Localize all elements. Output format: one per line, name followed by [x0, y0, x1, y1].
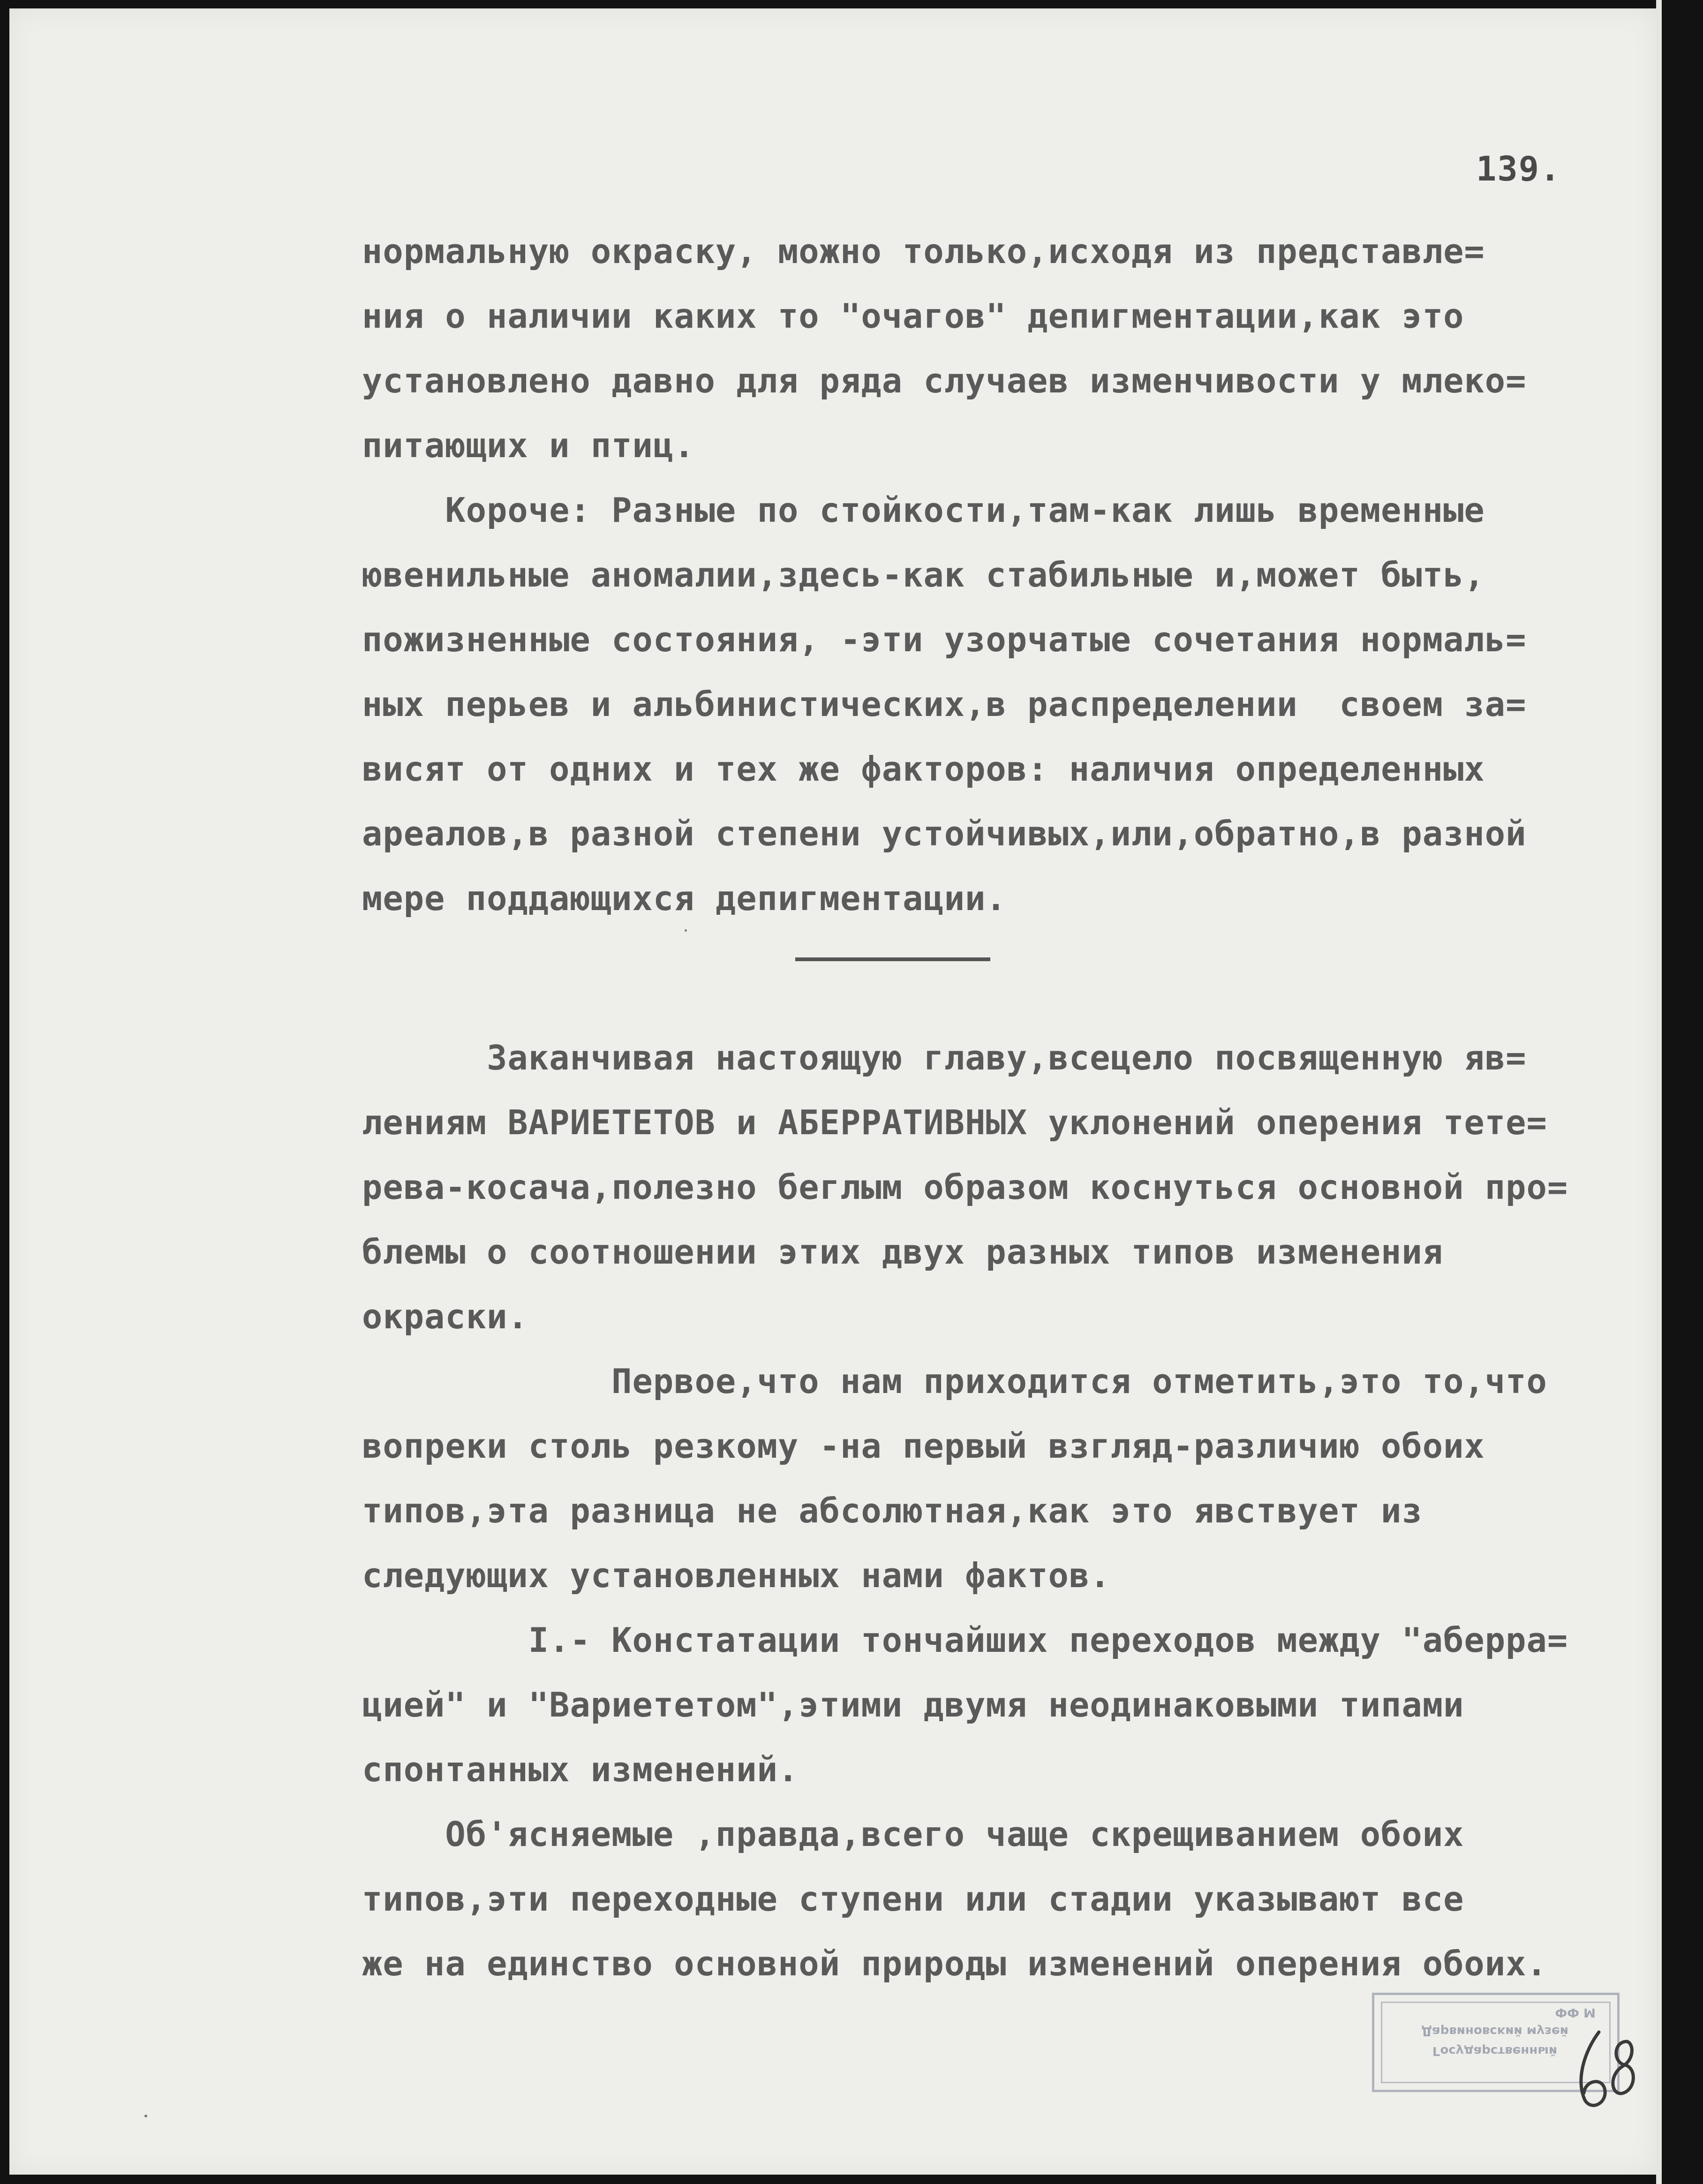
document-page [9, 8, 1656, 2175]
paper-speck [685, 929, 687, 932]
text-line: типов,эта разница не абсолютная,как это явствует из [362, 1491, 1423, 1530]
paper-edge [1656, 0, 1662, 2184]
text-line: цией" и "Вариететом",этими двумя неодинаковыми типами [362, 1685, 1464, 1725]
text-line: Об'ясняемые ,правда,всего чаще скрещиванием обоих [362, 1815, 1464, 1854]
text-line: вопреки столь резкому -на первый взгляд-различию обоих [362, 1426, 1485, 1466]
text-line: питающих и птиц. [362, 426, 695, 465]
text-line: ювенильные аномалии,здесь-как стабильные и,может быть, [362, 555, 1485, 595]
text-line: ния о наличии каких то "очагов" депигментации,как это [362, 296, 1464, 336]
text-line: рева-косача,полезно беглым образом коснуться основной про= [362, 1167, 1568, 1207]
text-line: ареалов,в разной степени устойчивых,или,обратно,в разной [362, 814, 1527, 853]
text-line: Короче: Разные по стойкости,там-как лишь временные [362, 490, 1485, 530]
text-line: блемы о соотношении этих двух разных типов изменения [362, 1232, 1444, 1272]
text-line: Заканчивая настоящую главу,всецело посвященную яв= [362, 1038, 1527, 1077]
text-line: нормальную окраску, можно только,исходя из представле= [362, 232, 1485, 271]
paper-speck [144, 2115, 147, 2117]
text-line: мере поддающихся депигментации. [362, 879, 1007, 918]
text-line: лениям ВАРИЕТЕТОВ и АБЕРРАТИВНЫХ уклонений оперения тете= [362, 1103, 1547, 1142]
text-line: установлено давно для ряда случаев изменчивости у млеко= [362, 361, 1527, 400]
text-line: ных перьев и альбинистических,в распределении своем за= [362, 685, 1527, 724]
text-line: типов,эти переходные ступени или стадии указывают все [362, 1879, 1464, 1919]
text-line: I.- Констатации тончайших переходов между "аберра= [362, 1620, 1568, 1660]
text-line: спонтанных изменений. [362, 1750, 799, 1789]
text-line: следующих установленных нами фактов. [362, 1556, 1111, 1595]
text-line: окраски. [362, 1297, 528, 1336]
section-divider [795, 957, 990, 961]
text-line: висят от одних и тех же факторов: наличия определенных [362, 749, 1485, 789]
text-line: пожизненные состояния, -эти узорчатые сочетания нормаль= [362, 620, 1527, 659]
stamp-line: ФФ М [1555, 2005, 1596, 2019]
handwritten-folio-number [1571, 2023, 1641, 2112]
stamp-line: Государственный [1432, 2044, 1558, 2058]
text-line: Первое,что нам приходится отметить,это то,что [362, 1362, 1547, 1401]
text-line: же на единство основной природы изменений оперения обоих. [362, 1944, 1547, 1983]
stamp-line: Дарвиновский музей [1421, 2024, 1568, 2038]
page-number: 139. [1476, 149, 1561, 188]
